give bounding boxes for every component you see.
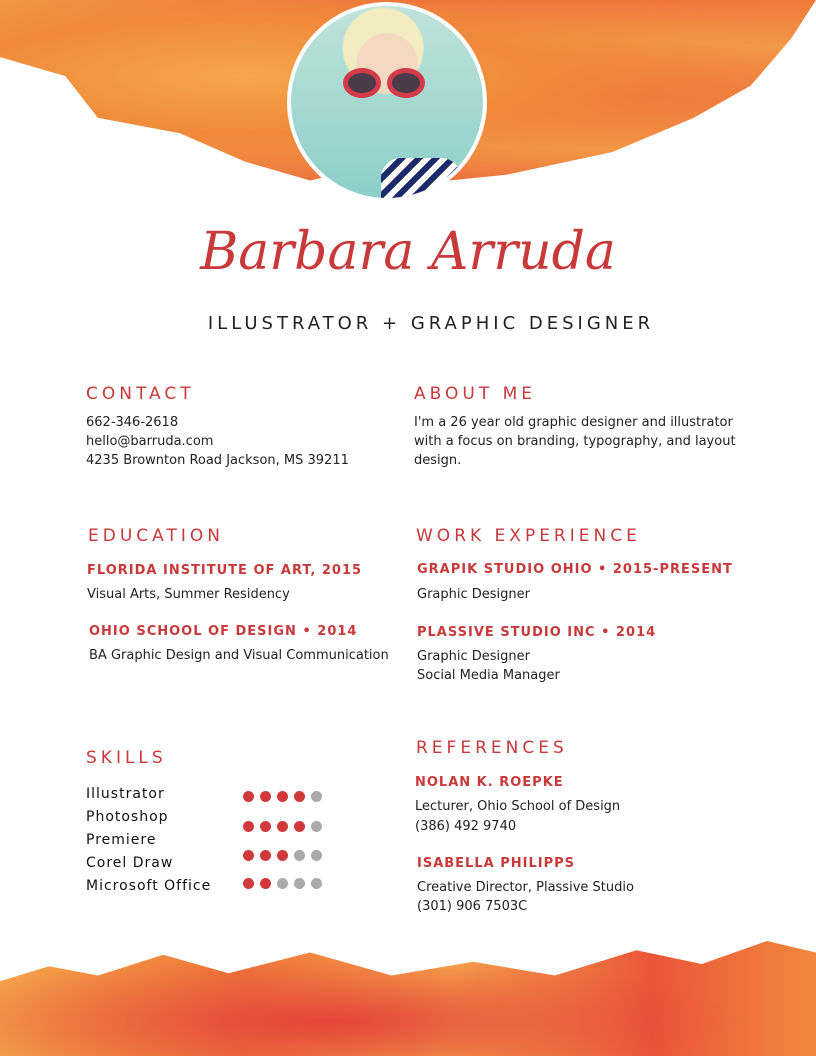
rating-dot-filled bbox=[277, 850, 288, 861]
reference-title: Lecturer, Ohio School of Design bbox=[415, 799, 621, 814]
rating-dot-empty bbox=[294, 878, 305, 889]
work-company: PLASSIVE STUDIO INC • 2014 bbox=[417, 625, 657, 640]
rating-dot-filled bbox=[260, 821, 271, 832]
rating-dot-filled bbox=[277, 791, 288, 802]
skill-rating bbox=[243, 821, 322, 832]
contact-phone: 662-346-2618 bbox=[86, 415, 179, 430]
education-school: FLORIDA INSTITUTE OF ART, 2015 bbox=[87, 563, 363, 578]
person-name: Barbara Arruda bbox=[200, 222, 616, 282]
rating-dot-empty bbox=[311, 791, 322, 802]
skill-name: Photoshop bbox=[86, 809, 169, 825]
reference-name: NOLAN K. ROEPKE bbox=[415, 775, 564, 790]
reference-phone: (301) 906 7503C bbox=[417, 899, 528, 914]
about-line: design. bbox=[414, 453, 462, 468]
work-heading: WORK EXPERIENCE bbox=[416, 526, 641, 546]
skill-rating bbox=[243, 878, 322, 889]
rating-dot-filled bbox=[277, 821, 288, 832]
about-line: I'm a 26 year old graphic designer and illustrator bbox=[414, 415, 733, 430]
rating-dot-filled bbox=[243, 791, 254, 802]
education-detail: Visual Arts, Summer Residency bbox=[87, 587, 290, 602]
contact-email: hello@barruda.com bbox=[86, 434, 214, 449]
skill-name: Premiere bbox=[86, 832, 157, 848]
reference-name: ISABELLA PHILIPPS bbox=[417, 856, 575, 871]
rating-dot-filled bbox=[260, 850, 271, 861]
education-detail: BA Graphic Design and Visual Communication bbox=[89, 648, 389, 663]
rating-dot-empty bbox=[277, 878, 288, 889]
rating-dot-filled bbox=[260, 878, 271, 889]
work-role: Social Media Manager bbox=[417, 668, 560, 683]
rating-dot-empty bbox=[311, 821, 322, 832]
references-heading: REFERENCES bbox=[416, 738, 568, 758]
contact-address: 4235 Brownton Road Jackson, MS 39211 bbox=[86, 453, 349, 468]
work-company: GRAPIK STUDIO OHIO • 2015-PRESENT bbox=[417, 562, 733, 577]
skill-rating bbox=[243, 791, 322, 802]
reference-title: Creative Director, Plassive Studio bbox=[417, 880, 634, 895]
rating-dot-empty bbox=[311, 850, 322, 861]
rating-dot-filled bbox=[243, 821, 254, 832]
rating-dot-filled bbox=[243, 878, 254, 889]
reference-phone: (386) 492 9740 bbox=[415, 819, 517, 834]
watercolor-footer-decoration bbox=[0, 941, 816, 1056]
sunglasses-graphic bbox=[343, 68, 427, 98]
job-title: ILLUSTRATOR + GRAPHIC DESIGNER bbox=[207, 313, 655, 334]
about-heading: ABOUT ME bbox=[414, 384, 537, 404]
education-heading: EDUCATION bbox=[88, 526, 224, 546]
skill-name: Corel Draw bbox=[86, 855, 174, 871]
about-line: with a focus on branding, typography, and layout bbox=[414, 434, 736, 449]
skills-heading: SKILLS bbox=[86, 748, 167, 768]
skill-rating bbox=[243, 850, 322, 861]
rating-dot-filled bbox=[260, 791, 271, 802]
skill-name: Microsoft Office bbox=[86, 878, 212, 894]
profile-photo bbox=[287, 2, 487, 202]
skill-name: Illustrator bbox=[86, 786, 165, 802]
education-school: OHIO SCHOOL OF DESIGN • 2014 bbox=[89, 624, 358, 639]
work-role: Graphic Designer bbox=[417, 587, 530, 602]
work-role: Graphic Designer bbox=[417, 649, 530, 664]
rating-dot-empty bbox=[294, 850, 305, 861]
rating-dot-filled bbox=[294, 791, 305, 802]
striped-shirt-graphic bbox=[381, 158, 461, 198]
rating-dot-empty bbox=[311, 878, 322, 889]
rating-dot-filled bbox=[294, 821, 305, 832]
contact-heading: CONTACT bbox=[86, 384, 195, 404]
rating-dot-filled bbox=[243, 850, 254, 861]
